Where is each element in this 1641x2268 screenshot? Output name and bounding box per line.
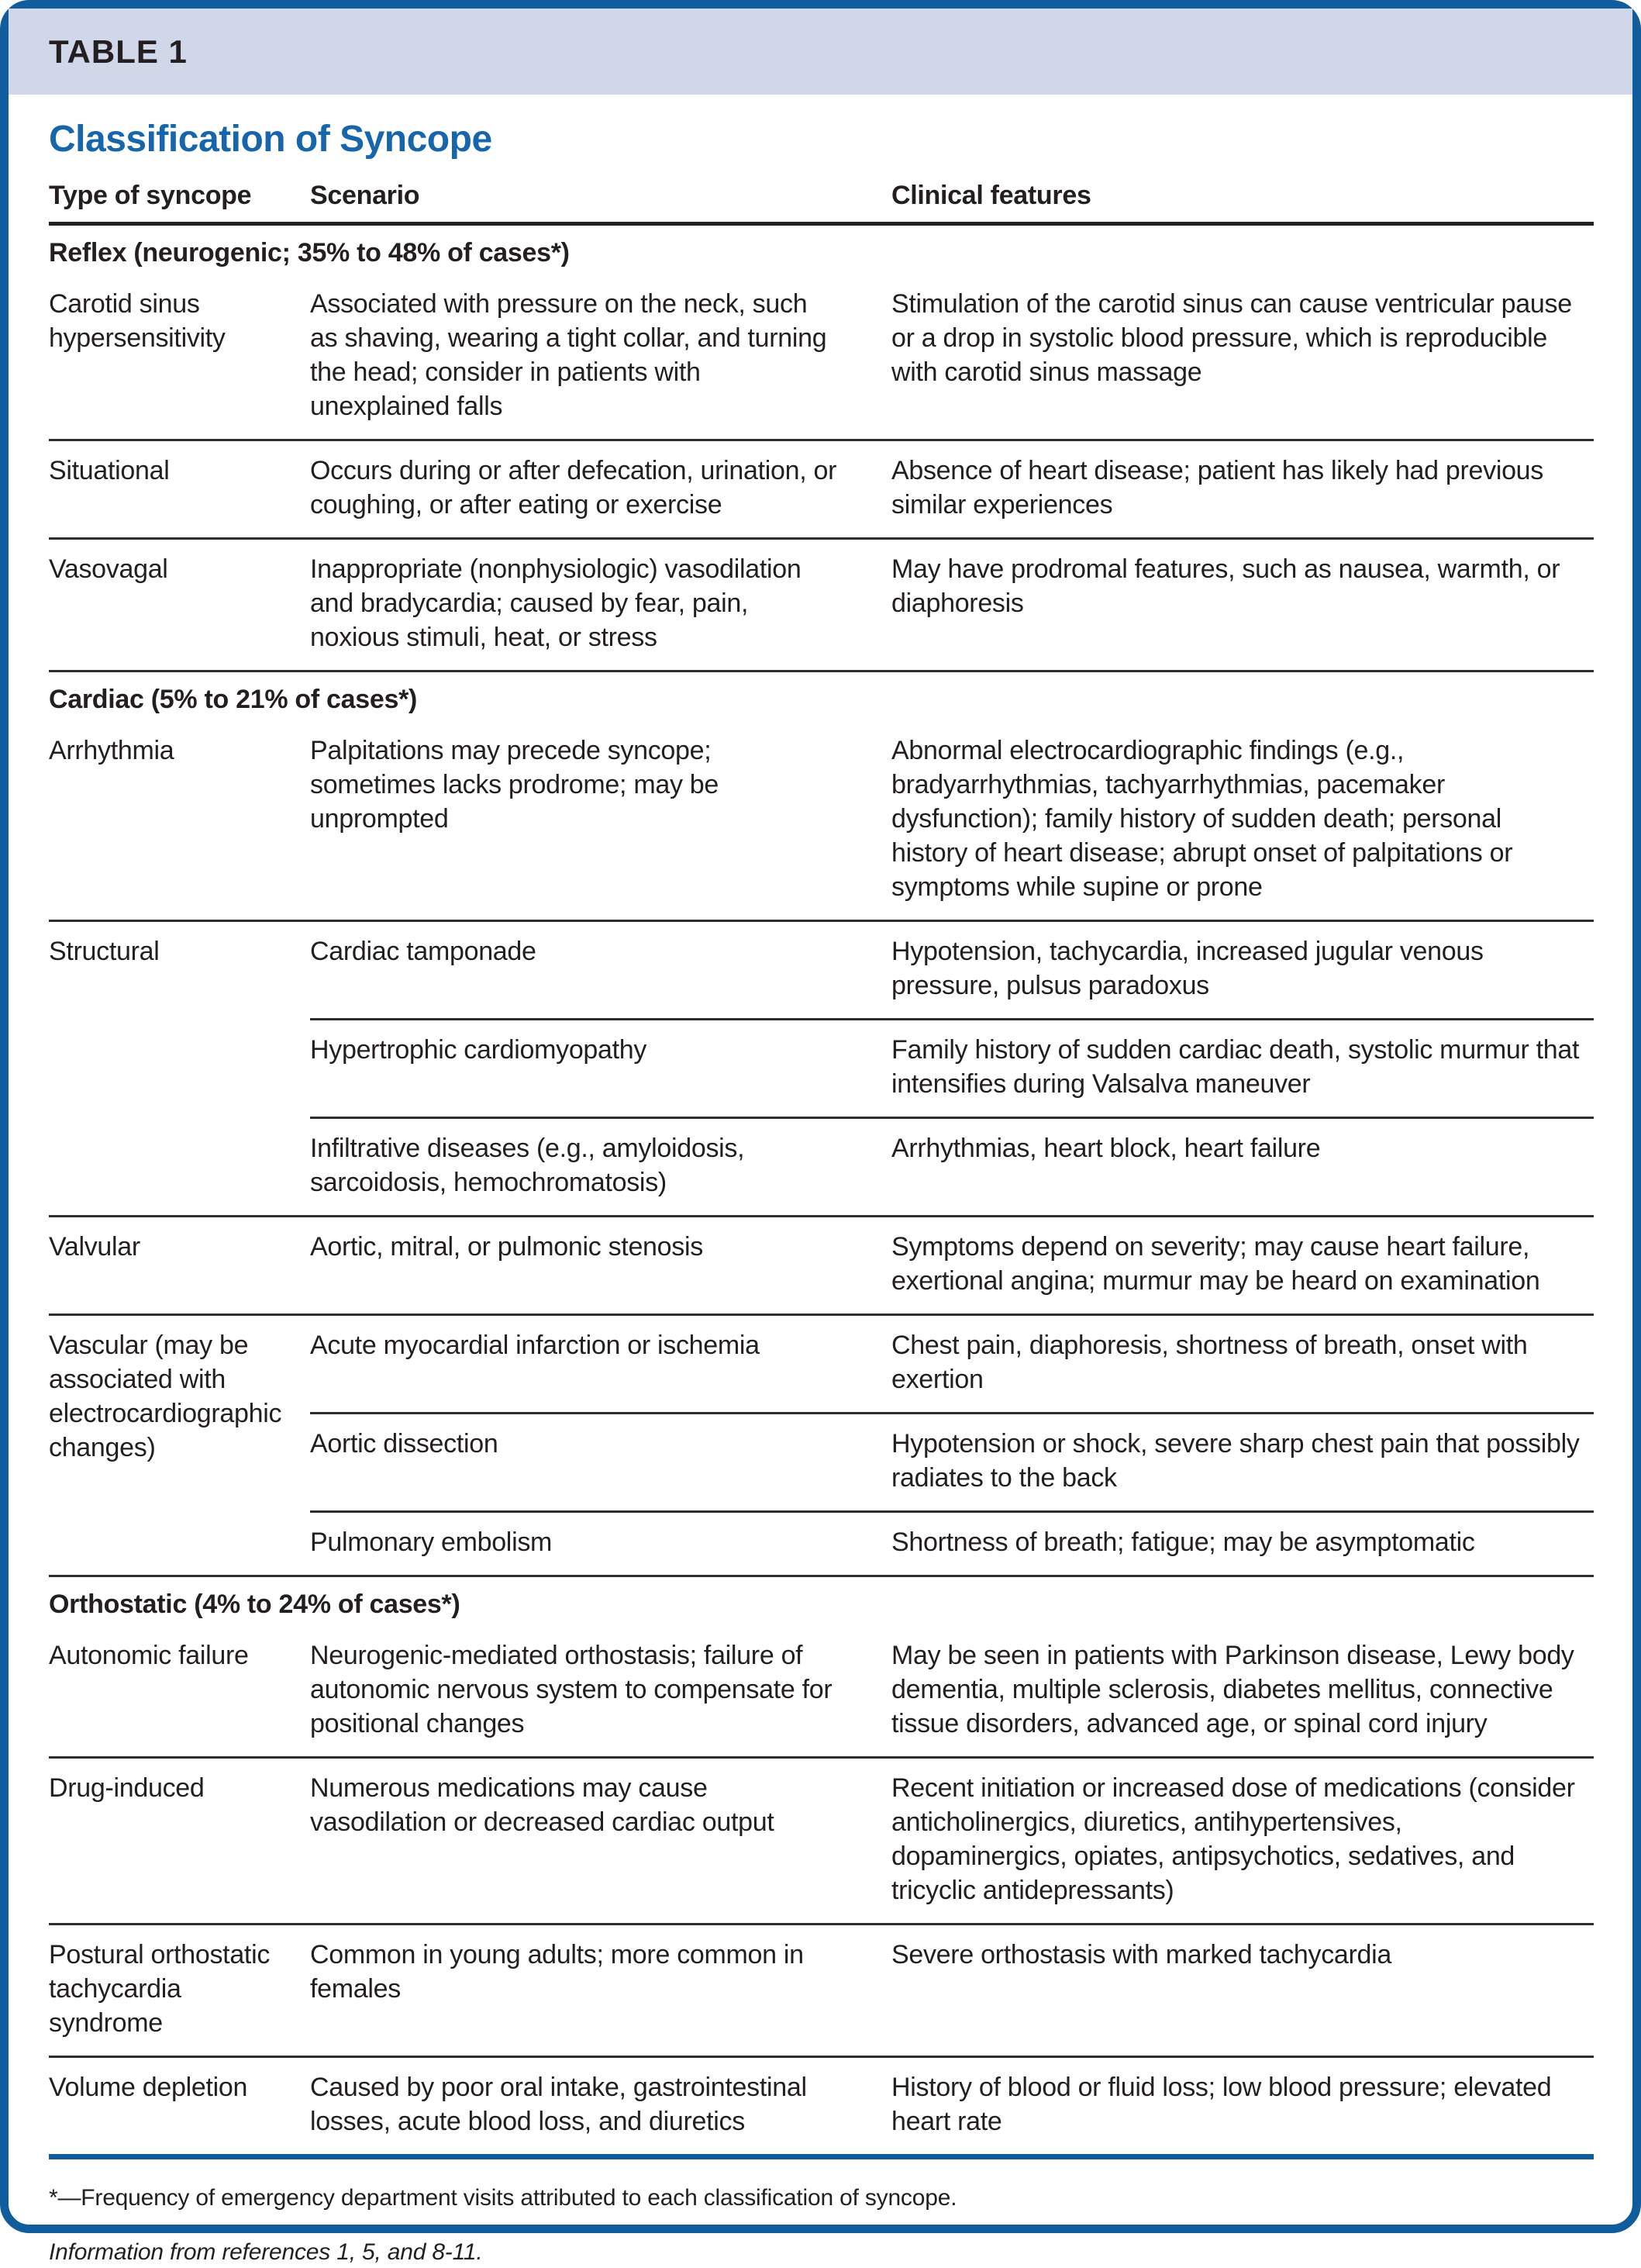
row-entry [310, 540, 1594, 670]
row-entry [310, 1316, 1594, 1412]
section-header: Orthostatic (4% to 24% of cases*) [49, 1575, 1594, 1626]
type-cell: Volume depletion [49, 2073, 248, 2102]
type-cell: Carotid sinus hypersensitivity [49, 289, 226, 353]
scenario-cell: Common in young adults; more common in females [310, 1940, 804, 2004]
scenario-cell: Hypertrophic cardiomyopathy [310, 1035, 647, 1065]
table-row [49, 537, 1594, 670]
scenario-cell: Numerous medications may cause vasodilation or decreased cardiac output [310, 1773, 774, 1837]
scenario-cell: Inappropriate (nonphysiologic) vasodilation and bradycardia; caused by fear, pain, noxious stimuli, heat, or stress [310, 554, 802, 652]
row-entry [310, 2058, 1594, 2154]
row-entry [310, 441, 1594, 537]
header-band [9, 9, 1632, 95]
scenario-cell: Pulmonary embolism [310, 1528, 553, 1557]
column-header-row [49, 181, 1594, 226]
scenario-cell: Aortic, mitral, or pulmonic stenosis [310, 1232, 703, 1262]
features-cell: Severe orthostasis with marked tachycardia [891, 1940, 1392, 1969]
footnote-asterisk: *—Frequency of emergency department visits attributed to each classification of syncope. [49, 2185, 957, 2211]
type-cell: Arrhythmia [49, 736, 174, 765]
footnote-source: Information from references 1, 5, and 8-11. [49, 2239, 483, 2265]
type-cell: Vasovagal [49, 554, 168, 584]
table-row [49, 1923, 1594, 2056]
type-cell: Valvular [49, 1232, 140, 1262]
row-entries [310, 1925, 1594, 2056]
type-cell: Drug-induced [49, 1773, 205, 1803]
type-cell: Autonomic failure [49, 1641, 249, 1670]
column-header-features: Clinical features [891, 181, 1091, 210]
type-cell: Postural orthostatic tachycardia syndrome [49, 1940, 271, 2038]
row-entry [310, 1117, 1594, 1215]
row-entry [310, 1759, 1594, 1923]
table-row [49, 274, 1594, 439]
row-entries [310, 2058, 1594, 2154]
type-cell: Vascular (may be associated with electrocardiographic changes) [49, 1331, 282, 1462]
scenario-cell: Neurogenic-mediated orthostasis; failure of autonomic nervous system to compensate for positional changes [310, 1641, 833, 1738]
row-entry [310, 1018, 1594, 1117]
column-header-scenario: Scenario [310, 181, 420, 210]
features-cell: Arrhythmias, heart block, heart failure [891, 1134, 1321, 1163]
type-cell: Structural [49, 937, 160, 966]
features-cell: Abnormal electrocardiographic findings (e.g., bradyarrhythmias, tachyarrhythmias, pacemaker dysfunction); family history of sudden death; personal history of heart disease; abrupt onset of palpitations or symptoms while supine or prone [891, 736, 1513, 902]
page-title: Classification of Syncope [49, 119, 492, 160]
features-cell: History of blood or fluid loss; low blood pressure; elevated heart rate [891, 2073, 1552, 2136]
features-cell: Chest pain, diaphoresis, shortness of breath, onset with exertion [891, 1331, 1528, 1394]
scenario-cell: Occurs during or after defecation, urination, or coughing, or after eating or exercise [310, 456, 837, 520]
scenario-cell: Palpitations may precede syncope; sometimes lacks prodrome; may be unprompted [310, 736, 719, 834]
features-cell: Absence of heart disease; patient has likely had previous similar experiences [891, 456, 1543, 520]
scenario-cell: Acute myocardial infarction or ischemia [310, 1331, 760, 1360]
row-entry [310, 1925, 1594, 2021]
row-entry [310, 1412, 1594, 1510]
scenario-cell: Infiltrative diseases (e.g., amyloidosis, sarcoidosis, hemochromatosis) [310, 1134, 745, 1197]
features-cell: May have prodromal features, such as nausea, warmth, or diaphoresis [891, 554, 1560, 618]
table-row [49, 1215, 1594, 1314]
features-cell: Recent initiation or increased dose of medications (consider anticholinergics, diuretics, antihypertensives, dopaminergics, opiates, antipsychotics, sedatives, and tricyclic antidepressants) [891, 1773, 1575, 1905]
row-entries [310, 1316, 1594, 1575]
table-row [49, 2056, 1594, 2154]
scenario-cell: Cardiac tamponade [310, 937, 536, 966]
row-entry [310, 274, 1594, 439]
row-entries [310, 1759, 1594, 1923]
table-row [49, 920, 1594, 1215]
row-entry [310, 922, 1594, 1018]
section-header: Reflex (neurogenic; 35% to 48% of cases*) [49, 238, 570, 268]
table-label: TABLE 1 [49, 33, 188, 70]
table-row [49, 1626, 1594, 1756]
footnote-rule [49, 2154, 1594, 2159]
row-entries [310, 922, 1594, 1215]
scenario-cell: Caused by poor oral intake, gastrointestinal losses, acute blood loss, and diuretics [310, 2073, 807, 2136]
row-entry [310, 1510, 1594, 1575]
row-entries [310, 1217, 1594, 1314]
scenario-cell: Aortic dissection [310, 1429, 498, 1458]
features-cell: May be seen in patients with Parkinson disease, Lewy body dementia, multiple sclerosis, diabetes mellitus, connective tissue disorders, advanced age, or spinal cord injury [891, 1641, 1574, 1738]
row-entries [310, 540, 1594, 670]
features-cell: Stimulation of the carotid sinus can cause ventricular pause or a drop in systolic blood pressure, which is reproducible with carotid sinus massage [891, 289, 1572, 387]
row-entries [310, 274, 1594, 439]
row-entry [310, 721, 1594, 920]
features-cell: Shortness of breath; fatigue; may be asymptomatic [891, 1528, 1475, 1557]
row-entry [310, 1626, 1594, 1756]
table-row [49, 439, 1594, 537]
row-entries [310, 1626, 1594, 1756]
table-row [49, 1756, 1594, 1923]
scenario-cell: Associated with pressure on the neck, such as shaving, wearing a tight collar, and turning the head; consider in patients with unexplained falls [310, 289, 827, 421]
table-row [49, 1314, 1594, 1575]
section-header: Cardiac (5% to 21% of cases*) [49, 670, 1594, 721]
features-cell: Hypotension or shock, severe sharp chest pain that possibly radiates to the back [891, 1429, 1580, 1493]
row-entry [310, 1217, 1594, 1314]
row-entries [310, 721, 1594, 920]
table-content [9, 118, 1632, 2268]
table-row [49, 721, 1594, 920]
type-cell: Situational [49, 456, 170, 485]
features-cell: Symptoms depend on severity; may cause heart failure, exertional angina; murmur may be heard on examination [891, 1232, 1540, 1296]
table-body [49, 226, 1594, 2154]
features-cell: Family history of sudden cardiac death, systolic murmur that intensifies during Valsalva maneuver [891, 1035, 1580, 1099]
row-entries [310, 441, 1594, 537]
column-header-type: Type of syncope [49, 181, 252, 210]
features-cell: Hypotension, tachycardia, increased jugular venous pressure, pulsus paradoxus [891, 937, 1484, 1000]
